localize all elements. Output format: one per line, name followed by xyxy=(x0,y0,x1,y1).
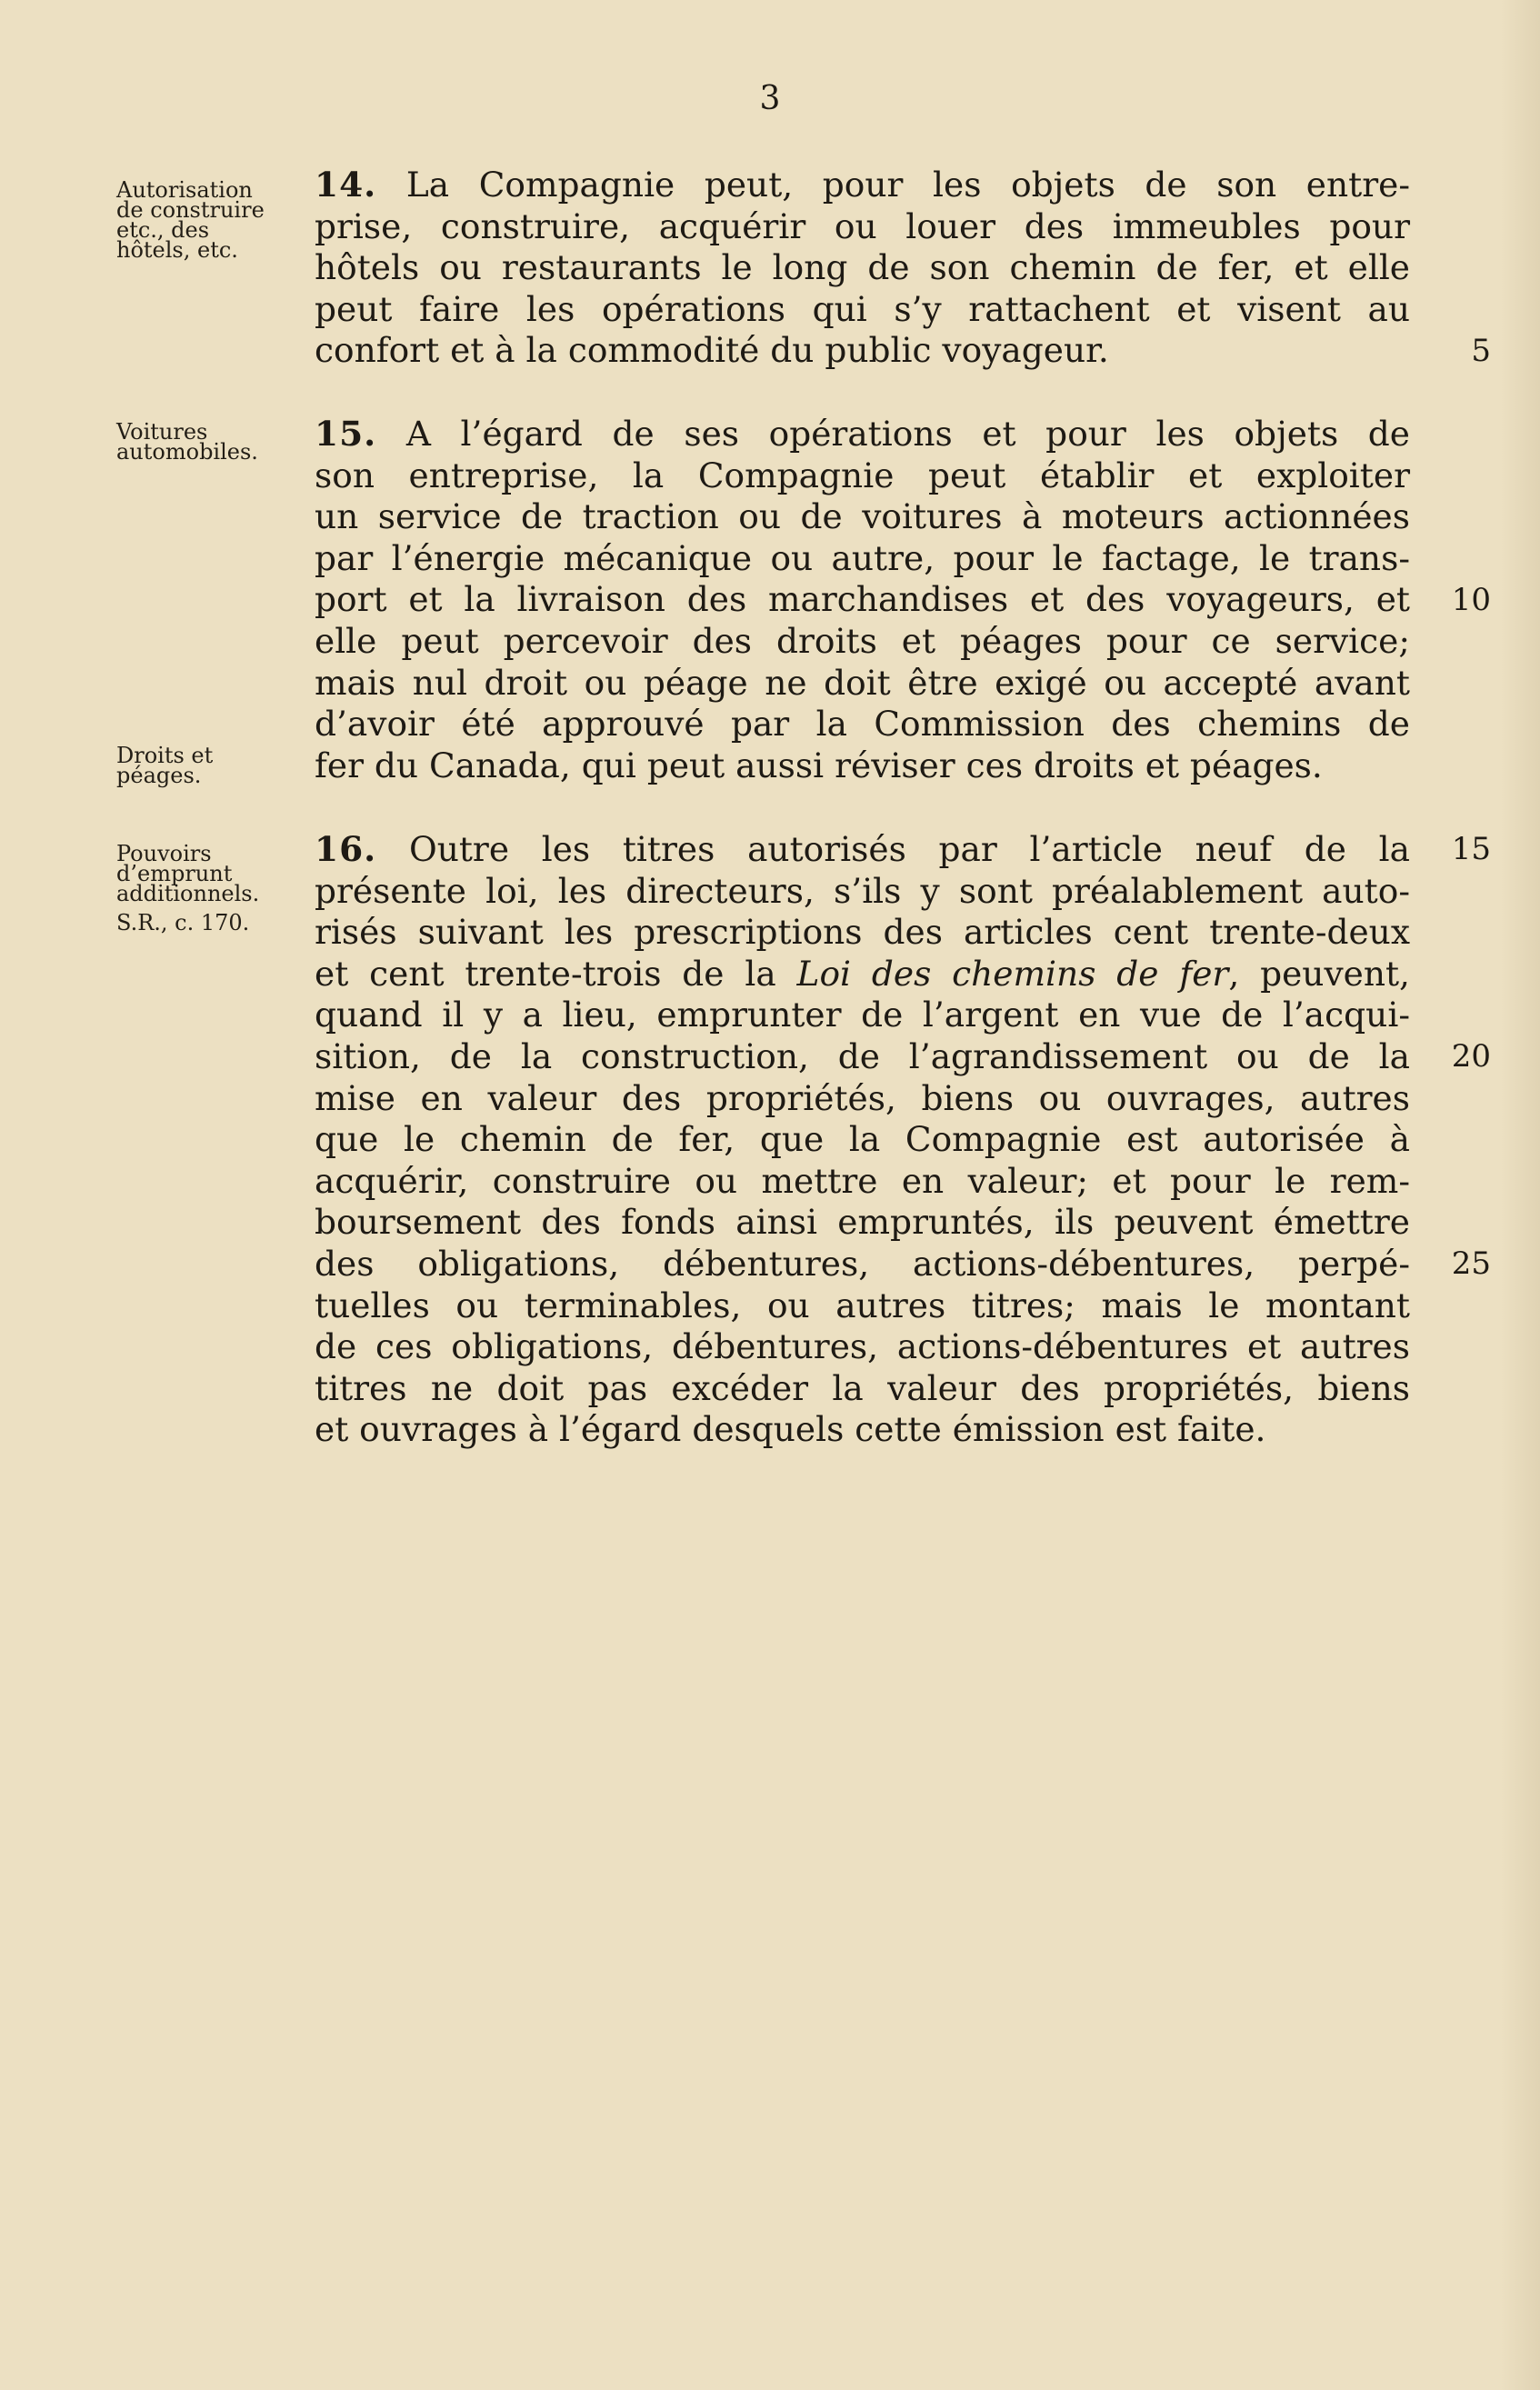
text-line: de ces obligations, débentures, actions-débentures et autres xyxy=(315,1326,1410,1367)
page-number: 3 xyxy=(759,80,781,117)
text-line: sition, de la construction, de l’agrandissement ou de la xyxy=(315,1035,1410,1076)
text-line: son entreprise, la Compagnie peut établir et exploiter xyxy=(315,455,1410,495)
text-line: que le chemin de fer, que la Compagnie est autorisée à xyxy=(315,1119,1410,1160)
text-line: elle peut percevoir des droits et péages pour ce service; xyxy=(315,620,1410,661)
text-line: risés suivant les prescriptions des articles cent trente-deux xyxy=(315,912,1410,953)
line-number: 25 xyxy=(1451,1245,1491,1282)
text-line: 14. La Compagnie peut, pour les objets de son entre- xyxy=(315,165,1410,205)
text-line: tuelles ou terminables, ou autres titres; mais le montant xyxy=(315,1285,1410,1325)
text-line: fer du Canada, qui peut aussi réviser ces droits et péages. xyxy=(315,745,1323,785)
article-number: 15. xyxy=(315,414,377,454)
text-line: quand il y a lieu, emprunter de l’argent en vue de l’acqui- xyxy=(315,995,1410,1035)
article-number: 14. xyxy=(315,165,377,205)
section-15 xyxy=(315,414,1410,786)
text-line: et ouvrages à l’égard desquels cette émission est faite. xyxy=(315,1409,1266,1450)
text-line: confort et à la commodité du public voyageur. xyxy=(315,330,1109,371)
margin-note-hotels: Autorisation de construire etc., des hôtels, etc. xyxy=(116,177,265,263)
line-number: 10 xyxy=(1451,582,1491,618)
margin-note-pouvoirs: Pouvoirs d’emprunt additionnels. S.R., c. 170. xyxy=(116,841,260,935)
text-line: prise, construire, acquérir ou louer des immeubles pour xyxy=(315,205,1410,246)
text-line: et cent trente-trois de la Loi des chemins de fer, peuvent, xyxy=(315,953,1410,994)
text-line: port et la livraison des marchandises et des voyageurs, et xyxy=(315,579,1410,620)
margin-note-voitures: Voitures automobiles. xyxy=(116,419,258,465)
text-line: peut faire les opérations qui s’y rattachent et visent au xyxy=(315,288,1410,329)
text-line: des obligations, débentures, actions-débentures, perpé- xyxy=(315,1243,1410,1284)
section-16 xyxy=(315,829,1410,1451)
line-number: 20 xyxy=(1451,1038,1491,1075)
text-line: boursement des fonds ainsi empruntés, ils peuvent émettre xyxy=(315,1202,1410,1243)
text-line: acquérir, construire ou mettre en valeur; et pour le rem- xyxy=(315,1160,1410,1201)
article-number: 16. xyxy=(315,829,377,869)
section-14 xyxy=(315,165,1410,372)
line-number: 15 xyxy=(1451,831,1491,867)
text-line: mise en valeur des propriétés, biens ou ouvrages, autres xyxy=(315,1077,1410,1118)
margin-note-droits: Droits et péages. xyxy=(116,743,214,788)
text-line: un service de traction ou de voitures à moteurs actionnées xyxy=(315,496,1410,537)
text-line: hôtels ou restaurants le long de son chemin de fer, et elle xyxy=(315,247,1410,288)
text-line: 16. Outre les titres autorisés par l’article neuf de la xyxy=(315,829,1410,869)
text-line: par l’énergie mécanique ou autre, pour le factage, le trans- xyxy=(315,537,1410,578)
act-title: Loi des chemins de fer xyxy=(796,953,1229,994)
text-line: d’avoir été approuvé par la Commission des chemins de xyxy=(315,704,1410,745)
text-line: 15. A l’égard de ses opérations et pour les objets de xyxy=(315,414,1410,454)
text-line: titres ne doit pas excéder la valeur des propriétés, biens xyxy=(315,1367,1410,1408)
line-number: 5 xyxy=(1471,333,1491,369)
text-line: mais nul droit ou péage ne doit être exigé ou accepté avant xyxy=(315,662,1410,703)
text-line: présente loi, les directeurs, s’ils y sont préalablement auto- xyxy=(315,870,1410,911)
